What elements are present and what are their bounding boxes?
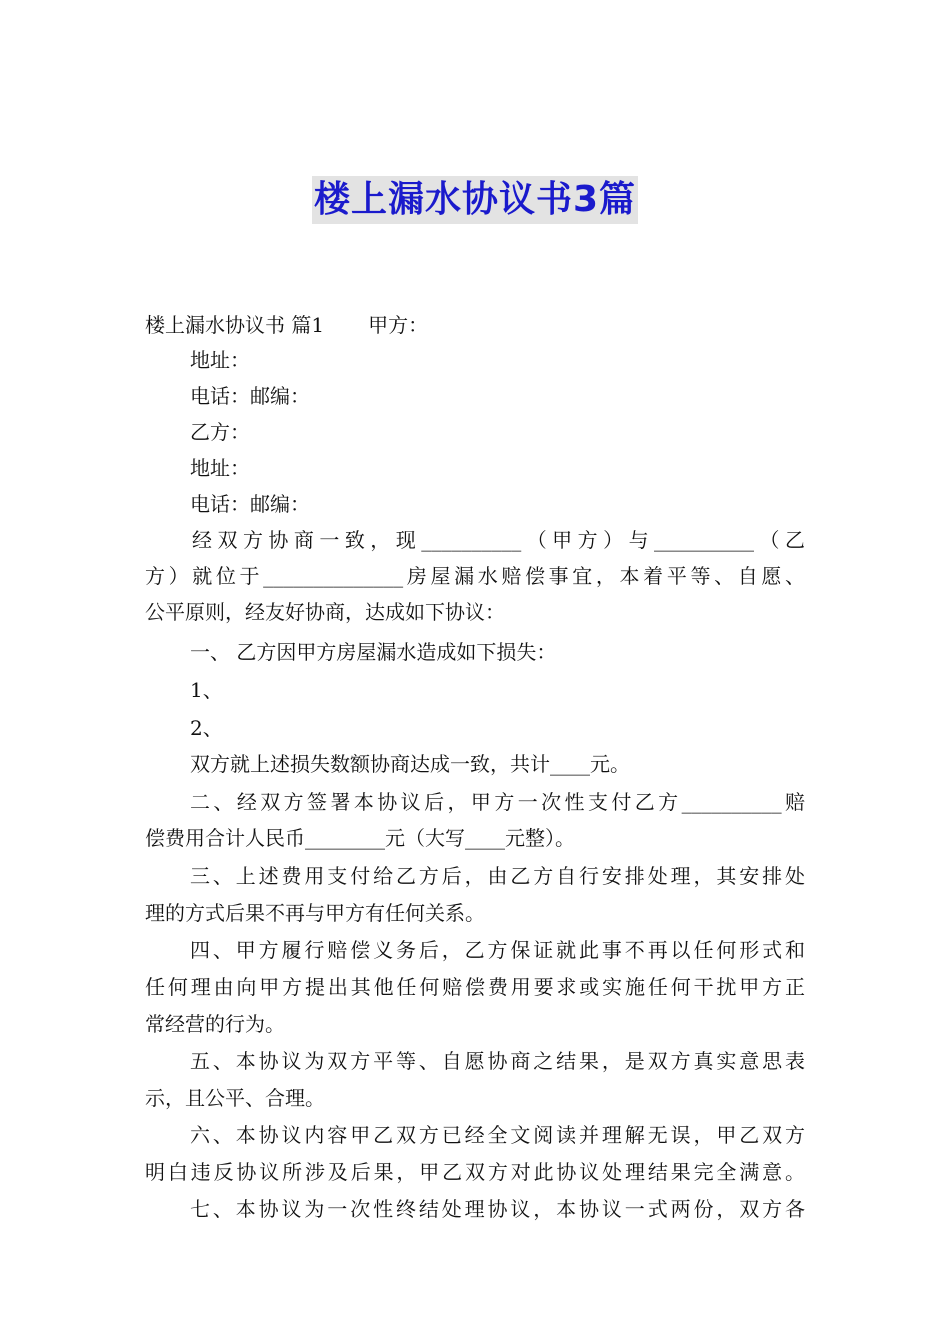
loss-total: 双方就上述损失数额协商达成一致，共计____元。 [190,752,630,776]
party-b-address: 地址： [190,456,250,480]
title-container [0,176,950,224]
document-title: 楼上漏水协议书3篇 [312,176,638,224]
clause-six-cont: 明白违反协议所涉及后果，甲乙双方对此协议处理结果完全满意。 [145,1160,805,1184]
loss-item-2: 2、 [190,716,223,740]
paragraph-line: 方）就位于______________房屋漏水赔偿事宜，本着平等、自愿、 [145,564,805,588]
party-a-phone-zip: 电话：邮编： [190,384,310,408]
paragraph-line: 经双方协商一致，现__________（甲方）与__________（乙 [192,528,805,552]
clause-five-cont: 示，且公平、合理。 [145,1086,325,1110]
clause-three-cont: 理的方式后果不再与甲方有任何关系。 [145,901,485,925]
loss-item-1: 1、 [190,678,223,702]
clause-one: 一、 乙方因甲方房屋漏水造成如下损失： [190,640,557,664]
clause-six: 六、本协议内容甲乙双方已经全文阅读并理解无误，甲乙双方 [190,1123,805,1147]
clause-five: 五、本协议为双方平等、自愿协商之结果，是双方真实意思表 [190,1049,805,1073]
clause-seven: 七、本协议为一次性终结处理协议，本协议一式两份，双方各 [190,1197,805,1221]
paragraph-line: 公平原则，经友好协商，达成如下协议： [145,600,505,624]
clause-four-end: 常经营的行为。 [145,1012,285,1036]
party-a-address: 地址： [190,348,250,372]
section-heading-line [145,312,428,338]
clause-two: 二、经双方签署本协议后，甲方一次性支付乙方__________赔 [190,790,805,814]
section-heading: 楼上漏水协议书 篇1 [145,313,325,337]
clause-four: 四、甲方履行赔偿义务后，乙方保证就此事不再以任何形式和 [190,938,805,962]
party-a-label: 甲方： [368,313,429,337]
party-b-label: 乙方： [190,420,250,444]
clause-three: 三、上述费用支付给乙方后，由乙方自行安排处理，其安排处 [190,864,805,888]
clause-two-cont: 偿费用合计人民币________元（大写____元整）。 [145,826,575,850]
clause-four-cont: 任何理由向甲方提出其他任何赔偿费用要求或实施任何干扰甲方正 [145,975,805,999]
party-b-phone-zip: 电话：邮编： [190,492,310,516]
